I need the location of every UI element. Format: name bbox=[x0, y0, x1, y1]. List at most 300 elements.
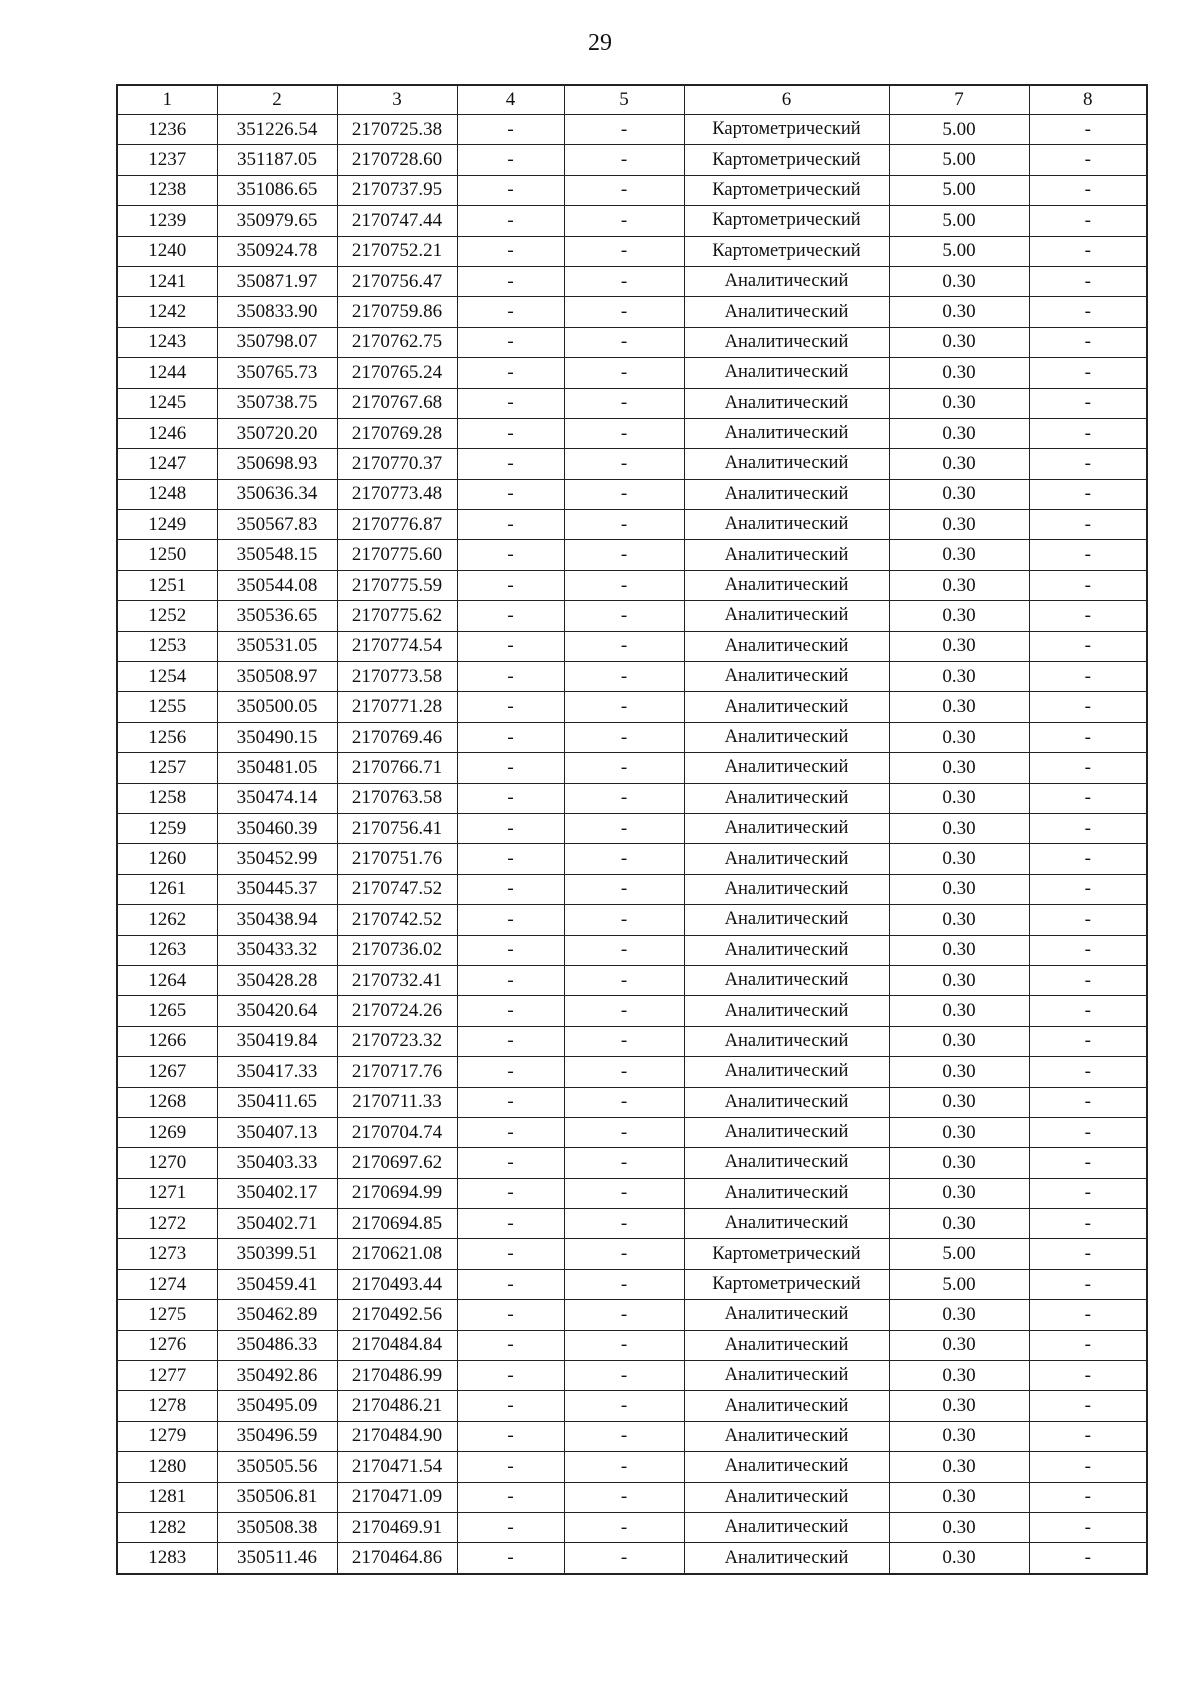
col8-value-cell: - bbox=[1029, 1452, 1147, 1482]
method-cell: Картометрический bbox=[684, 145, 889, 175]
accuracy-cell: 0.30 bbox=[889, 631, 1029, 661]
method-cell: Аналитический bbox=[684, 722, 889, 752]
accuracy-cell: 5.00 bbox=[889, 1269, 1029, 1299]
point-number-cell: 1256 bbox=[117, 722, 217, 752]
col5-value-cell: - bbox=[564, 935, 684, 965]
point-number-cell: 1275 bbox=[117, 1300, 217, 1330]
x-coordinate-cell: 350738.75 bbox=[217, 388, 337, 418]
accuracy-cell: 0.30 bbox=[889, 722, 1029, 752]
col5-value-cell: - bbox=[564, 206, 684, 236]
table-row bbox=[117, 1512, 1147, 1542]
accuracy-cell: 0.30 bbox=[889, 1178, 1029, 1208]
method-cell: Аналитический bbox=[684, 1087, 889, 1117]
table-row bbox=[117, 358, 1147, 388]
point-number-cell: 1236 bbox=[117, 115, 217, 145]
col5-value-cell: - bbox=[564, 783, 684, 813]
method-cell: Аналитический bbox=[684, 1300, 889, 1330]
table-row bbox=[117, 540, 1147, 570]
col5-value-cell: - bbox=[564, 1178, 684, 1208]
x-coordinate-cell: 350402.71 bbox=[217, 1209, 337, 1239]
table-row bbox=[117, 874, 1147, 904]
col4-value-cell: - bbox=[457, 662, 564, 692]
table-row bbox=[117, 1421, 1147, 1451]
method-cell: Аналитический bbox=[684, 1421, 889, 1451]
accuracy-cell: 0.30 bbox=[889, 1391, 1029, 1421]
method-cell: Аналитический bbox=[684, 935, 889, 965]
point-number-cell: 1254 bbox=[117, 662, 217, 692]
col8-value-cell: - bbox=[1029, 1239, 1147, 1269]
col8-value-cell: - bbox=[1029, 1482, 1147, 1512]
method-cell: Аналитический bbox=[684, 1117, 889, 1147]
column-header-2: 2 bbox=[217, 85, 337, 115]
point-number-cell: 1277 bbox=[117, 1361, 217, 1391]
accuracy-cell: 0.30 bbox=[889, 783, 1029, 813]
method-cell: Аналитический bbox=[684, 692, 889, 722]
col8-value-cell: - bbox=[1029, 145, 1147, 175]
page-number: 29 bbox=[588, 30, 612, 56]
accuracy-cell: 0.30 bbox=[889, 1361, 1029, 1391]
table-row bbox=[117, 905, 1147, 935]
point-number-cell: 1260 bbox=[117, 844, 217, 874]
x-coordinate-cell: 351226.54 bbox=[217, 115, 337, 145]
x-coordinate-cell: 350407.13 bbox=[217, 1117, 337, 1147]
accuracy-cell: 0.30 bbox=[889, 479, 1029, 509]
col8-value-cell: - bbox=[1029, 813, 1147, 843]
col8-value-cell: - bbox=[1029, 935, 1147, 965]
col8-value-cell: - bbox=[1029, 297, 1147, 327]
y-coordinate-cell: 2170775.62 bbox=[337, 601, 457, 631]
accuracy-cell: 0.30 bbox=[889, 510, 1029, 540]
col8-value-cell: - bbox=[1029, 1391, 1147, 1421]
col5-value-cell: - bbox=[564, 236, 684, 266]
col8-value-cell: - bbox=[1029, 510, 1147, 540]
y-coordinate-cell: 2170724.26 bbox=[337, 996, 457, 1026]
y-coordinate-cell: 2170762.75 bbox=[337, 327, 457, 357]
table-row bbox=[117, 692, 1147, 722]
table-row bbox=[117, 1543, 1147, 1574]
col4-value-cell: - bbox=[457, 965, 564, 995]
x-coordinate-cell: 350979.65 bbox=[217, 206, 337, 236]
x-coordinate-cell: 350417.33 bbox=[217, 1057, 337, 1087]
table-row bbox=[117, 1361, 1147, 1391]
y-coordinate-cell: 2170737.95 bbox=[337, 175, 457, 205]
method-cell: Аналитический bbox=[684, 1452, 889, 1482]
col5-value-cell: - bbox=[564, 1421, 684, 1451]
table-row bbox=[117, 175, 1147, 205]
col5-value-cell: - bbox=[564, 327, 684, 357]
col4-value-cell: - bbox=[457, 1512, 564, 1542]
method-cell: Аналитический bbox=[684, 327, 889, 357]
point-number-cell: 1264 bbox=[117, 965, 217, 995]
col4-value-cell: - bbox=[457, 266, 564, 296]
point-number-cell: 1272 bbox=[117, 1209, 217, 1239]
table-row bbox=[117, 1482, 1147, 1512]
x-coordinate-cell: 350452.99 bbox=[217, 844, 337, 874]
accuracy-cell: 0.30 bbox=[889, 662, 1029, 692]
y-coordinate-cell: 2170759.86 bbox=[337, 297, 457, 327]
table-row bbox=[117, 327, 1147, 357]
col5-value-cell: - bbox=[564, 1209, 684, 1239]
accuracy-cell: 0.30 bbox=[889, 753, 1029, 783]
point-number-cell: 1280 bbox=[117, 1452, 217, 1482]
col5-value-cell: - bbox=[564, 905, 684, 935]
col4-value-cell: - bbox=[457, 935, 564, 965]
point-number-cell: 1259 bbox=[117, 813, 217, 843]
y-coordinate-cell: 2170486.99 bbox=[337, 1361, 457, 1391]
y-coordinate-cell: 2170484.84 bbox=[337, 1330, 457, 1360]
x-coordinate-cell: 350495.09 bbox=[217, 1391, 337, 1421]
col4-value-cell: - bbox=[457, 510, 564, 540]
accuracy-cell: 0.30 bbox=[889, 297, 1029, 327]
y-coordinate-cell: 2170771.28 bbox=[337, 692, 457, 722]
col8-value-cell: - bbox=[1029, 388, 1147, 418]
y-coordinate-cell: 2170486.21 bbox=[337, 1391, 457, 1421]
col8-value-cell: - bbox=[1029, 449, 1147, 479]
x-coordinate-cell: 350496.59 bbox=[217, 1421, 337, 1451]
x-coordinate-cell: 350531.05 bbox=[217, 631, 337, 661]
col8-value-cell: - bbox=[1029, 1421, 1147, 1451]
col8-value-cell: - bbox=[1029, 601, 1147, 631]
x-coordinate-cell: 350445.37 bbox=[217, 874, 337, 904]
point-number-cell: 1262 bbox=[117, 905, 217, 935]
method-cell: Аналитический bbox=[684, 570, 889, 600]
col4-value-cell: - bbox=[457, 1361, 564, 1391]
x-coordinate-cell: 350428.28 bbox=[217, 965, 337, 995]
y-coordinate-cell: 2170723.32 bbox=[337, 1026, 457, 1056]
accuracy-cell: 0.30 bbox=[889, 1300, 1029, 1330]
table-row bbox=[117, 965, 1147, 995]
accuracy-cell: 5.00 bbox=[889, 115, 1029, 145]
col4-value-cell: - bbox=[457, 996, 564, 1026]
table-row bbox=[117, 1057, 1147, 1087]
y-coordinate-cell: 2170770.37 bbox=[337, 449, 457, 479]
col4-value-cell: - bbox=[457, 449, 564, 479]
col4-value-cell: - bbox=[457, 358, 564, 388]
col4-value-cell: - bbox=[457, 874, 564, 904]
method-cell: Аналитический bbox=[684, 388, 889, 418]
table-row bbox=[117, 266, 1147, 296]
point-number-cell: 1283 bbox=[117, 1543, 217, 1574]
y-coordinate-cell: 2170773.48 bbox=[337, 479, 457, 509]
column-header-4: 4 bbox=[457, 85, 564, 115]
y-coordinate-cell: 2170766.71 bbox=[337, 753, 457, 783]
accuracy-cell: 0.30 bbox=[889, 692, 1029, 722]
accuracy-cell: 0.30 bbox=[889, 1482, 1029, 1512]
x-coordinate-cell: 350765.73 bbox=[217, 358, 337, 388]
col8-value-cell: - bbox=[1029, 206, 1147, 236]
col4-value-cell: - bbox=[457, 145, 564, 175]
accuracy-cell: 0.30 bbox=[889, 388, 1029, 418]
col8-value-cell: - bbox=[1029, 783, 1147, 813]
accuracy-cell: 0.30 bbox=[889, 965, 1029, 995]
accuracy-cell: 5.00 bbox=[889, 236, 1029, 266]
x-coordinate-cell: 350508.97 bbox=[217, 662, 337, 692]
col4-value-cell: - bbox=[457, 297, 564, 327]
col4-value-cell: - bbox=[457, 1452, 564, 1482]
x-coordinate-cell: 350433.32 bbox=[217, 935, 337, 965]
point-number-cell: 1276 bbox=[117, 1330, 217, 1360]
col4-value-cell: - bbox=[457, 1421, 564, 1451]
point-number-cell: 1247 bbox=[117, 449, 217, 479]
col4-value-cell: - bbox=[457, 631, 564, 661]
col5-value-cell: - bbox=[564, 1452, 684, 1482]
accuracy-cell: 5.00 bbox=[889, 145, 1029, 175]
x-coordinate-cell: 350511.46 bbox=[217, 1543, 337, 1574]
col8-value-cell: - bbox=[1029, 236, 1147, 266]
method-cell: Аналитический bbox=[684, 1543, 889, 1574]
y-coordinate-cell: 2170697.62 bbox=[337, 1148, 457, 1178]
col5-value-cell: - bbox=[564, 266, 684, 296]
col8-value-cell: - bbox=[1029, 631, 1147, 661]
accuracy-cell: 0.30 bbox=[889, 601, 1029, 631]
coordinates-table bbox=[116, 84, 1148, 1575]
accuracy-cell: 0.30 bbox=[889, 996, 1029, 1026]
y-coordinate-cell: 2170471.09 bbox=[337, 1482, 457, 1512]
table-body bbox=[117, 115, 1147, 1574]
x-coordinate-cell: 350459.41 bbox=[217, 1269, 337, 1299]
col5-value-cell: - bbox=[564, 1057, 684, 1087]
y-coordinate-cell: 2170747.44 bbox=[337, 206, 457, 236]
method-cell: Аналитический bbox=[684, 874, 889, 904]
y-coordinate-cell: 2170717.76 bbox=[337, 1057, 457, 1087]
col4-value-cell: - bbox=[457, 175, 564, 205]
x-coordinate-cell: 350833.90 bbox=[217, 297, 337, 327]
col5-value-cell: - bbox=[564, 1269, 684, 1299]
accuracy-cell: 0.30 bbox=[889, 1026, 1029, 1056]
col5-value-cell: - bbox=[564, 1026, 684, 1056]
point-number-cell: 1251 bbox=[117, 570, 217, 600]
col4-value-cell: - bbox=[457, 1239, 564, 1269]
x-coordinate-cell: 350720.20 bbox=[217, 418, 337, 448]
method-cell: Аналитический bbox=[684, 996, 889, 1026]
method-cell: Картометрический bbox=[684, 1269, 889, 1299]
col4-value-cell: - bbox=[457, 1209, 564, 1239]
point-number-cell: 1249 bbox=[117, 510, 217, 540]
y-coordinate-cell: 2170484.90 bbox=[337, 1421, 457, 1451]
col8-value-cell: - bbox=[1029, 418, 1147, 448]
table-row bbox=[117, 996, 1147, 1026]
col8-value-cell: - bbox=[1029, 266, 1147, 296]
x-coordinate-cell: 350506.81 bbox=[217, 1482, 337, 1512]
col5-value-cell: - bbox=[564, 175, 684, 205]
column-header-5: 5 bbox=[564, 85, 684, 115]
point-number-cell: 1255 bbox=[117, 692, 217, 722]
col5-value-cell: - bbox=[564, 662, 684, 692]
table-row bbox=[117, 1300, 1147, 1330]
col5-value-cell: - bbox=[564, 388, 684, 418]
accuracy-cell: 0.30 bbox=[889, 418, 1029, 448]
x-coordinate-cell: 350548.15 bbox=[217, 540, 337, 570]
col8-value-cell: - bbox=[1029, 115, 1147, 145]
x-coordinate-cell: 350798.07 bbox=[217, 327, 337, 357]
col8-value-cell: - bbox=[1029, 662, 1147, 692]
table-row bbox=[117, 479, 1147, 509]
table-row bbox=[117, 145, 1147, 175]
y-coordinate-cell: 2170725.38 bbox=[337, 115, 457, 145]
y-coordinate-cell: 2170469.91 bbox=[337, 1512, 457, 1542]
accuracy-cell: 0.30 bbox=[889, 1148, 1029, 1178]
col4-value-cell: - bbox=[457, 418, 564, 448]
col4-value-cell: - bbox=[457, 1269, 564, 1299]
point-number-cell: 1271 bbox=[117, 1178, 217, 1208]
accuracy-cell: 0.30 bbox=[889, 1512, 1029, 1542]
col8-value-cell: - bbox=[1029, 1087, 1147, 1117]
col4-value-cell: - bbox=[457, 570, 564, 600]
col4-value-cell: - bbox=[457, 1117, 564, 1147]
method-cell: Картометрический bbox=[684, 115, 889, 145]
col5-value-cell: - bbox=[564, 1239, 684, 1269]
col5-value-cell: - bbox=[564, 996, 684, 1026]
y-coordinate-cell: 2170756.41 bbox=[337, 813, 457, 843]
col5-value-cell: - bbox=[564, 1117, 684, 1147]
table-row bbox=[117, 1391, 1147, 1421]
accuracy-cell: 0.30 bbox=[889, 327, 1029, 357]
method-cell: Аналитический bbox=[684, 1361, 889, 1391]
table-row bbox=[117, 935, 1147, 965]
y-coordinate-cell: 2170742.52 bbox=[337, 905, 457, 935]
table-row bbox=[117, 813, 1147, 843]
col5-value-cell: - bbox=[564, 1300, 684, 1330]
point-number-cell: 1238 bbox=[117, 175, 217, 205]
method-cell: Аналитический bbox=[684, 1482, 889, 1512]
col5-value-cell: - bbox=[564, 1361, 684, 1391]
col8-value-cell: - bbox=[1029, 905, 1147, 935]
point-number-cell: 1267 bbox=[117, 1057, 217, 1087]
col5-value-cell: - bbox=[564, 1330, 684, 1360]
col4-value-cell: - bbox=[457, 327, 564, 357]
accuracy-cell: 0.30 bbox=[889, 1057, 1029, 1087]
method-cell: Аналитический bbox=[684, 631, 889, 661]
col8-value-cell: - bbox=[1029, 692, 1147, 722]
method-cell: Аналитический bbox=[684, 540, 889, 570]
y-coordinate-cell: 2170736.02 bbox=[337, 935, 457, 965]
point-number-cell: 1237 bbox=[117, 145, 217, 175]
col5-value-cell: - bbox=[564, 358, 684, 388]
col5-value-cell: - bbox=[564, 601, 684, 631]
table-row bbox=[117, 418, 1147, 448]
col4-value-cell: - bbox=[457, 1026, 564, 1056]
method-cell: Аналитический bbox=[684, 1057, 889, 1087]
col5-value-cell: - bbox=[564, 479, 684, 509]
method-cell: Аналитический bbox=[684, 1026, 889, 1056]
point-number-cell: 1240 bbox=[117, 236, 217, 266]
col8-value-cell: - bbox=[1029, 1178, 1147, 1208]
method-cell: Аналитический bbox=[684, 418, 889, 448]
point-number-cell: 1282 bbox=[117, 1512, 217, 1542]
y-coordinate-cell: 2170694.85 bbox=[337, 1209, 457, 1239]
col4-value-cell: - bbox=[457, 601, 564, 631]
col5-value-cell: - bbox=[564, 145, 684, 175]
point-number-cell: 1242 bbox=[117, 297, 217, 327]
accuracy-cell: 0.30 bbox=[889, 1421, 1029, 1451]
x-coordinate-cell: 351187.05 bbox=[217, 145, 337, 175]
col4-value-cell: - bbox=[457, 1482, 564, 1512]
col4-value-cell: - bbox=[457, 115, 564, 145]
point-number-cell: 1269 bbox=[117, 1117, 217, 1147]
col4-value-cell: - bbox=[457, 722, 564, 752]
y-coordinate-cell: 2170767.68 bbox=[337, 388, 457, 418]
table-row bbox=[117, 1148, 1147, 1178]
table-row bbox=[117, 722, 1147, 752]
col4-value-cell: - bbox=[457, 1543, 564, 1574]
x-coordinate-cell: 350871.97 bbox=[217, 266, 337, 296]
col8-value-cell: - bbox=[1029, 1117, 1147, 1147]
point-number-cell: 1253 bbox=[117, 631, 217, 661]
accuracy-cell: 0.30 bbox=[889, 1452, 1029, 1482]
table-row bbox=[117, 631, 1147, 661]
y-coordinate-cell: 2170756.47 bbox=[337, 266, 457, 296]
accuracy-cell: 0.30 bbox=[889, 540, 1029, 570]
col5-value-cell: - bbox=[564, 813, 684, 843]
method-cell: Аналитический bbox=[684, 1391, 889, 1421]
y-coordinate-cell: 2170752.21 bbox=[337, 236, 457, 266]
method-cell: Аналитический bbox=[684, 1178, 889, 1208]
table-row bbox=[117, 1209, 1147, 1239]
method-cell: Картометрический bbox=[684, 206, 889, 236]
y-coordinate-cell: 2170776.87 bbox=[337, 510, 457, 540]
y-coordinate-cell: 2170775.60 bbox=[337, 540, 457, 570]
point-number-cell: 1248 bbox=[117, 479, 217, 509]
method-cell: Аналитический bbox=[684, 479, 889, 509]
x-coordinate-cell: 350411.65 bbox=[217, 1087, 337, 1117]
point-number-cell: 1273 bbox=[117, 1239, 217, 1269]
x-coordinate-cell: 350460.39 bbox=[217, 813, 337, 843]
point-number-cell: 1268 bbox=[117, 1087, 217, 1117]
accuracy-cell: 0.30 bbox=[889, 1543, 1029, 1574]
point-number-cell: 1239 bbox=[117, 206, 217, 236]
y-coordinate-cell: 2170492.56 bbox=[337, 1300, 457, 1330]
accuracy-cell: 0.30 bbox=[889, 935, 1029, 965]
col5-value-cell: - bbox=[564, 115, 684, 145]
y-coordinate-cell: 2170769.28 bbox=[337, 418, 457, 448]
table-row bbox=[117, 601, 1147, 631]
table-row bbox=[117, 1087, 1147, 1117]
col8-value-cell: - bbox=[1029, 844, 1147, 874]
col5-value-cell: - bbox=[564, 570, 684, 600]
col8-value-cell: - bbox=[1029, 1148, 1147, 1178]
table-row bbox=[117, 115, 1147, 145]
col4-value-cell: - bbox=[457, 753, 564, 783]
accuracy-cell: 5.00 bbox=[889, 1239, 1029, 1269]
point-number-cell: 1245 bbox=[117, 388, 217, 418]
method-cell: Аналитический bbox=[684, 1209, 889, 1239]
point-number-cell: 1246 bbox=[117, 418, 217, 448]
column-header-8: 8 bbox=[1029, 85, 1147, 115]
column-header-7: 7 bbox=[889, 85, 1029, 115]
x-coordinate-cell: 350536.65 bbox=[217, 601, 337, 631]
method-cell: Аналитический bbox=[684, 662, 889, 692]
col5-value-cell: - bbox=[564, 1512, 684, 1542]
method-cell: Картометрический bbox=[684, 1239, 889, 1269]
accuracy-cell: 0.30 bbox=[889, 874, 1029, 904]
col5-value-cell: - bbox=[564, 1391, 684, 1421]
y-coordinate-cell: 2170694.99 bbox=[337, 1178, 457, 1208]
method-cell: Аналитический bbox=[684, 601, 889, 631]
y-coordinate-cell: 2170775.59 bbox=[337, 570, 457, 600]
col5-value-cell: - bbox=[564, 510, 684, 540]
accuracy-cell: 0.30 bbox=[889, 813, 1029, 843]
x-coordinate-cell: 350924.78 bbox=[217, 236, 337, 266]
x-coordinate-cell: 350505.56 bbox=[217, 1452, 337, 1482]
method-cell: Аналитический bbox=[684, 965, 889, 995]
x-coordinate-cell: 351086.65 bbox=[217, 175, 337, 205]
col4-value-cell: - bbox=[457, 844, 564, 874]
table-row bbox=[117, 844, 1147, 874]
accuracy-cell: 0.30 bbox=[889, 844, 1029, 874]
table-row bbox=[117, 510, 1147, 540]
column-header-3: 3 bbox=[337, 85, 457, 115]
point-number-cell: 1279 bbox=[117, 1421, 217, 1451]
